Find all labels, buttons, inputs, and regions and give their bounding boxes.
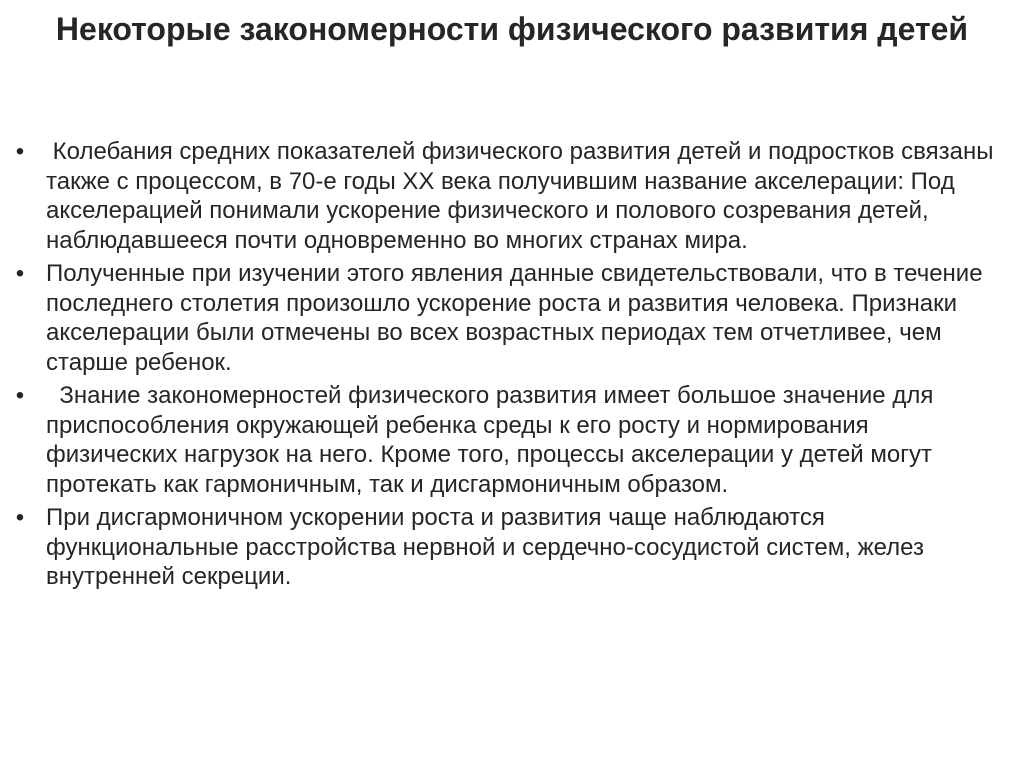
bullet-text: Знание закономерностей физического развития имеет большое значение для приспособления окружающей ребенка среды к его росту и нормирования физических нагрузок на него. Кроме того, процессы акселерации у детей могут протекать как гармоничным, так и дисгармоничным образом. [46,382,940,498]
bullet-list [0,137,1024,596]
bullet-text: Колебания средних показателей физического развития детей и подростков связаны также с процессом, в 70-е годы XX века получившим название акселерации: Под акселерацией понимали ускорение физического и полового созревания детей, наблюдавшееся почти одновременно во многих странах мира. [46,138,1001,254]
bullet-icon: • [15,382,25,409]
bullet-item [0,137,1024,255]
bullet-item [0,259,1024,377]
bullet-icon: • [15,138,25,165]
bullet-icon: • [15,260,25,287]
slide-title: Некоторые закономерности физического развития детей [55,11,969,47]
bullet-icon: • [15,504,25,531]
bullet-item [0,381,1024,499]
bullet-text: При дисгармоничном ускорении роста и развития чаще наблюдаются функциональные расстройства нервной и сердечно-сосудистой систем, желез внутренней секреции. [46,504,931,590]
bullet-text: Полученные при изучении этого явления данные свидетельствовали, что в течение последнего столетия произошло ускорение роста и развития человека. Признаки акселерации были отмечены во всех возрастных периодах тем отчетливее, чем старше ребенок. [46,260,990,376]
bullet-item [0,503,1024,592]
